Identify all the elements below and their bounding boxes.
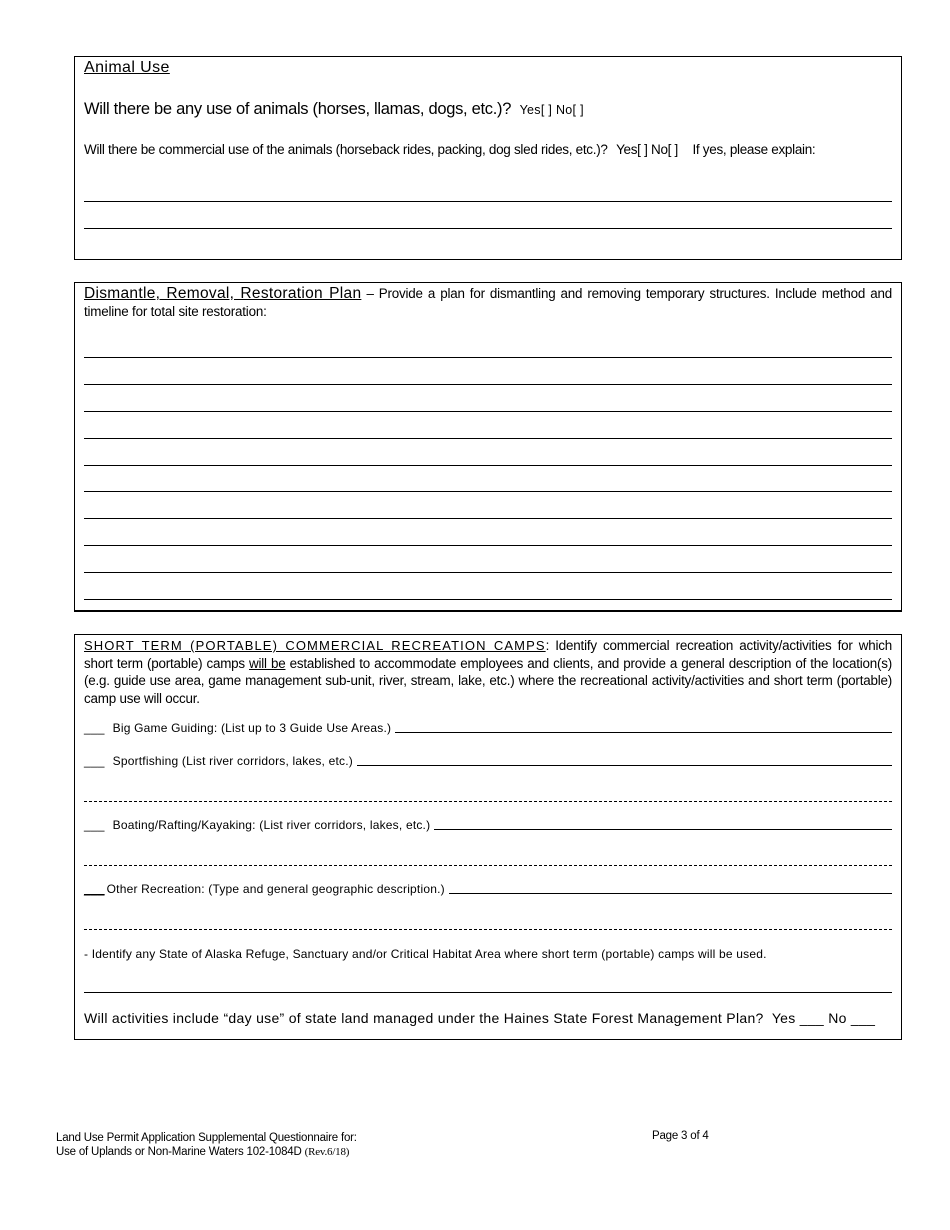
restoration-line-7[interactable] [84, 518, 892, 519]
page-number: Page 3 of 4 [652, 1130, 709, 1142]
form-footer [56, 1131, 357, 1159]
day-use-question: Will activities include “day use” of state land managed under the Haines State Forest Management Plan? [84, 1010, 764, 1026]
camps-text-emphasis: will be [249, 655, 286, 671]
other-recreation-label: Other Recreation: (Type and general geographic description.) [106, 882, 445, 896]
refuge-answer-line[interactable] [84, 992, 892, 993]
big-game-guiding-blank[interactable]: ___ [84, 721, 105, 735]
restoration-line-8[interactable] [84, 545, 892, 546]
big-game-guiding-row[interactable] [84, 721, 892, 735]
sportfishing-blank[interactable]: ___ [84, 754, 105, 768]
footer-revision: (Rev.6/18) [304, 1146, 350, 1158]
camps-text-a: : Identify commercial recreation activity/activities for which short term (portable) camps [84, 638, 892, 671]
recreation-camps-section [74, 634, 902, 1040]
animal-use-question-text: Will there be any use of animals (horses, llamas, dogs, etc.)? [84, 100, 512, 118]
animal-use-question [84, 100, 584, 119]
camps-text-b: established to accommodate employees and clients, and provide a general description of the location(s) (e.g. guide use area, game management sub-unit, river, stream, lake, etc.) where the recreational activity/activities and short term (portable) camp use will occur. [84, 655, 892, 706]
restoration-line-3[interactable] [84, 411, 892, 412]
big-game-guiding-line[interactable] [395, 731, 892, 733]
sportfishing-label: Sportfishing (List river corridors, lakes, etc.) [112, 754, 353, 768]
boating-blank[interactable]: ___ [84, 818, 105, 832]
refuge-question: - Identify any State of Alaska Refuge, Sanctuary and/or Critical Habitat Area where short term (portable) camps will be used. [84, 947, 767, 961]
restoration-line-4[interactable] [84, 438, 892, 439]
day-use-yes-no[interactable]: Yes ___ No ___ [771, 1010, 876, 1026]
restoration-line-5[interactable] [84, 465, 892, 466]
animal-use-yes-no[interactable]: Yes[ ] No[ ] [519, 103, 584, 117]
restoration-line-2[interactable] [84, 384, 892, 385]
boating-label: Boating/Rafting/Kayaking: (List river corridors, lakes, etc.) [112, 818, 431, 832]
footer-form-number: Use of Uplands or Non-Marine Waters 102-1084D [56, 1146, 302, 1158]
sportfishing-row[interactable] [84, 754, 892, 768]
other-recreation-blank[interactable]: ___ [84, 882, 105, 896]
commercial-animal-question [84, 141, 815, 159]
restoration-plan-section [74, 282, 902, 612]
animal-use-section [74, 56, 902, 260]
animal-use-title: Animal Use [84, 59, 170, 76]
other-recreation-row[interactable] [84, 882, 892, 896]
restoration-plan-instructions [84, 285, 892, 320]
restoration-line-1[interactable] [84, 357, 892, 358]
commercial-animal-explain-label: If yes, please explain: [692, 142, 816, 157]
boating-row[interactable] [84, 818, 892, 832]
day-use-question-row [84, 1010, 875, 1026]
explain-line-1[interactable] [84, 201, 892, 202]
restoration-plan-text: – Provide a plan for dismantling and removing temporary structures. Include method and timeline for total site restoration: [84, 286, 892, 319]
restoration-line-6[interactable] [84, 491, 892, 492]
camps-title: SHORT TERM (PORTABLE) COMMERCIAL RECREATION CAMPS [84, 638, 546, 653]
boating-continuation-line[interactable] [84, 865, 892, 866]
commercial-animal-question-text: Will there be commercial use of the animals (horseback rides, packing, dog sled rides, etc.)? [84, 142, 608, 157]
big-game-guiding-label: Big Game Guiding: (List up to 3 Guide Use Areas.) [112, 721, 392, 735]
other-recreation-continuation-line[interactable] [84, 929, 892, 930]
restoration-line-10[interactable] [84, 599, 892, 600]
restoration-line-9[interactable] [84, 572, 892, 573]
footer-line-1: Land Use Permit Application Supplemental Questionnaire for: [56, 1132, 357, 1144]
sportfishing-line[interactable] [357, 764, 892, 766]
sportfishing-continuation-line[interactable] [84, 801, 892, 802]
other-recreation-line[interactable] [449, 892, 892, 894]
restoration-plan-title: Dismantle, Removal, Restoration Plan [84, 285, 362, 302]
camps-instructions [84, 637, 892, 707]
explain-line-2[interactable] [84, 228, 892, 229]
boating-line[interactable] [434, 828, 892, 830]
commercial-animal-yes-no[interactable]: Yes[ ] No[ ] [616, 142, 678, 157]
footer-line-2 [56, 1145, 357, 1159]
